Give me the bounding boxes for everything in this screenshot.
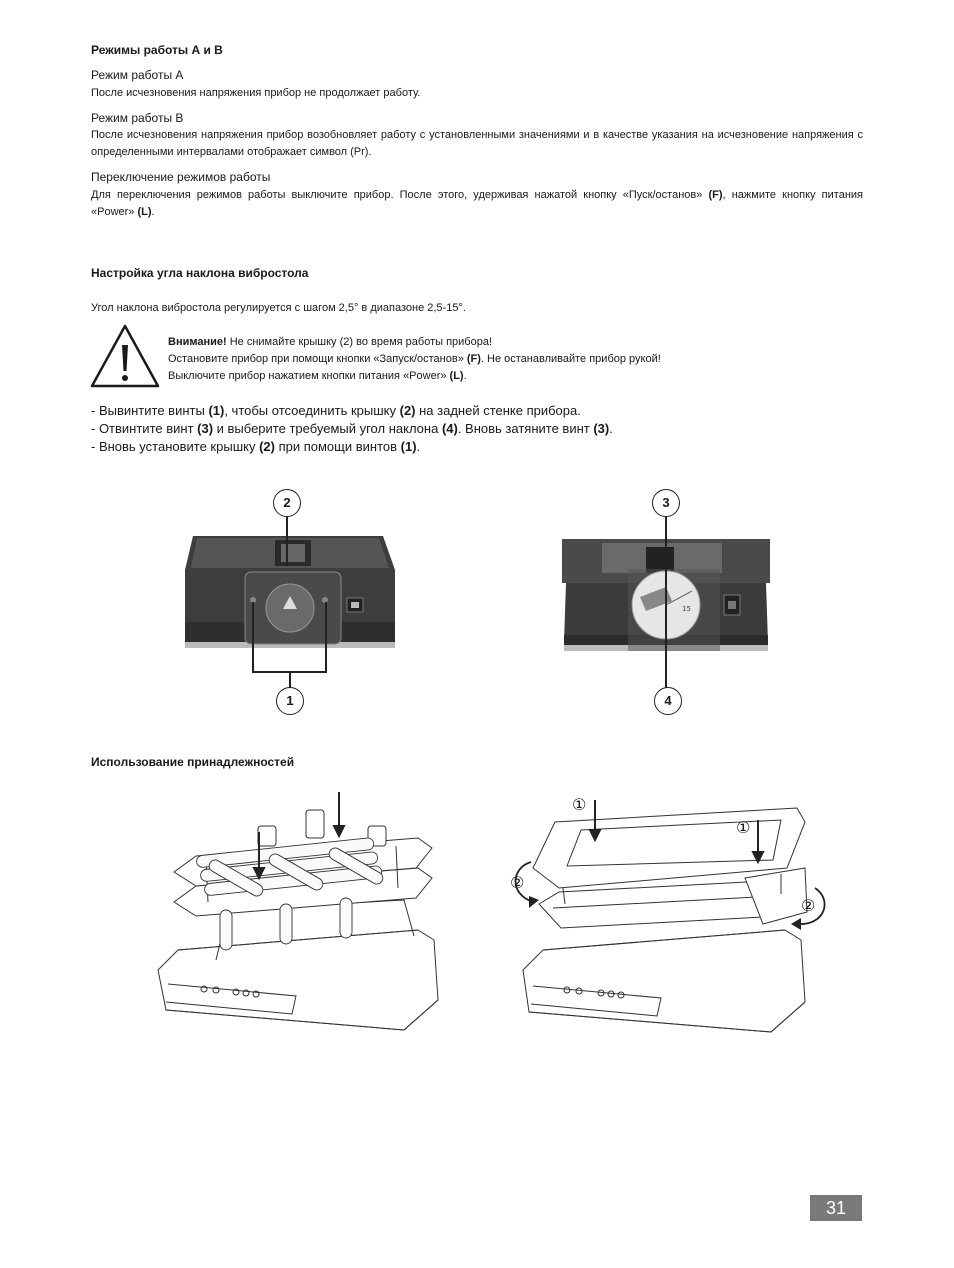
mode-a-text: После исчезновения напряжения прибор не продолжает работу. [91,87,421,99]
callout-badge-2: 2 [273,489,301,517]
accessory-marker-1b: ① [736,820,751,837]
tilt-title: Настройка угла наклона вибростола [91,266,309,280]
warning-text: Внимание! Не снимайте крышку (2) во время работы прибора! Остановите прибор при помощи кнопки «Запуск/останов» (F). Не останавливайте прибор рукой! Выключите прибор нажатием кнопки питания «Power» (L). [168,336,661,382]
warning-label: Внимание! [168,336,227,348]
procedure-steps [91,402,863,456]
callout-line-3-4 [665,514,667,689]
mode-switch-text: Для переключения режимов работы выключите прибор. После этого, удерживая нажатой кнопку «Пуск/останов» (F), нажмите кнопку питания «Power» (L). [91,189,863,218]
svg-text:15: 15 [682,605,691,613]
accessory-marker-2b: ② [801,898,816,915]
callout-badge-1: 1 [276,687,304,715]
page-number: 31 [810,1195,862,1221]
step-2: - Отвинтите винт (3) и выберите требуемый угол наклона (4). Вновь затяните винт (3). [91,421,613,436]
shaker-platform-mount-drawing [505,798,835,1043]
callout-badge-3: 3 [652,489,680,517]
mode-b-title: Режим работы B [91,111,184,125]
step-3: - Вновь установите крышку (2) при помощи винтов (1). [91,439,421,454]
tilt-text: Угол наклона вибростола регулируется с шагом 2,5° в диапазоне 2,5-15°. [91,302,466,314]
device-rear-cover-photo [183,530,397,650]
mode-a-title: Режим работы A [91,68,184,82]
mode-switch-title: Переключение режимов работы [91,170,271,184]
warning-triangle-icon [89,323,161,389]
accessory-marker-1a: ① [572,797,587,814]
modes-title: Режимы работы А и В [91,43,223,57]
mode-b-text: После исчезновения напряжения прибор возобновляет работу с установленными значениями и в качестве указания на исчезновение напряжения с определенными интервалами отображает символ (Pr). [91,129,863,158]
accessories-title: Использование принадлежностей [91,755,295,769]
accessory-marker-2a: ② [510,875,525,892]
callout-badge-4: 4 [654,687,682,715]
shaker-tube-rack-drawing [156,790,446,1040]
callout-line-1-right [325,602,327,672]
step-1: - Вывинтите винты (1), чтобы отсоединить крышку (2) на задней стенке прибора. [91,403,581,418]
callout-line-2 [286,514,288,566]
callout-line-1-left [252,602,254,672]
